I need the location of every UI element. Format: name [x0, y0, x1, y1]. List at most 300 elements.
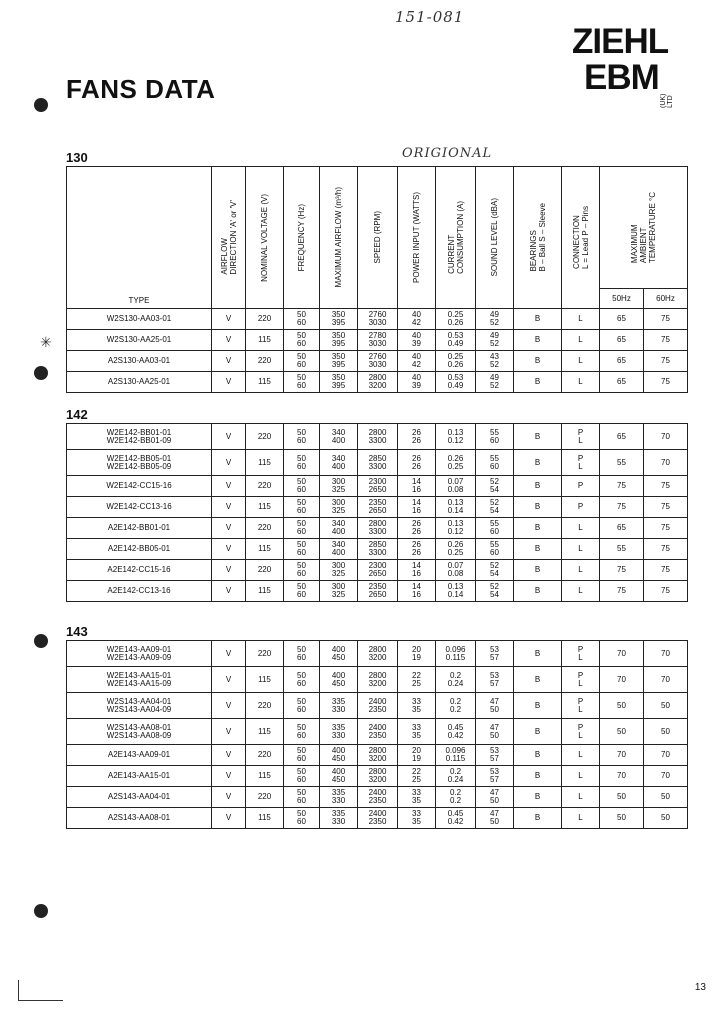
cell-frequency: 50 60: [284, 497, 320, 518]
cell-frequency: 50 60: [284, 560, 320, 581]
cell-power: 20 19: [398, 745, 436, 766]
header-50hz: 50Hz: [600, 289, 644, 309]
cell-voltage: 115: [246, 497, 284, 518]
header-connection-label: CONNECTION L = Lead P – Pins: [571, 206, 590, 269]
table-row: [67, 667, 688, 693]
cell-bearing: B: [514, 539, 562, 560]
cell-power: 40 42: [398, 309, 436, 330]
cell-power: 22 25: [398, 766, 436, 787]
cell-sound: 52 54: [476, 581, 514, 602]
cell-power: 33 35: [398, 719, 436, 745]
cell-temp-50hz: 65: [600, 518, 644, 539]
cell-current: 0.13 0.14: [436, 581, 476, 602]
cell-temp-60hz: 75: [644, 560, 688, 581]
punch-hole-icon: [34, 634, 48, 648]
handwritten-original-note: ORIGIONAL: [402, 146, 493, 161]
cell-frequency: 50 60: [284, 476, 320, 497]
cell-frequency: 50 60: [284, 330, 320, 351]
cell-type: W2S143-AA08-01 W2S143-AA08-09: [67, 719, 212, 745]
cell-bearing: B: [514, 766, 562, 787]
header-voltage-label: NOMINAL VOLTAGE (V): [260, 193, 269, 282]
cell-temp-60hz: 70: [644, 424, 688, 450]
cell-speed: 2400 2350: [358, 808, 398, 829]
cell-power: 14 16: [398, 497, 436, 518]
cell-speed: 2850 3300: [358, 450, 398, 476]
cell-voltage: 220: [246, 424, 284, 450]
table-body: [67, 309, 688, 393]
cell-bearing: B: [514, 450, 562, 476]
cell-frequency: 50 60: [284, 351, 320, 372]
header-row: [67, 167, 688, 289]
header-airflow-direction-label: AIRFLOW DIRECTION 'A' or 'V': [219, 200, 238, 275]
cell-speed: 2760 3030: [358, 351, 398, 372]
cell-temp-50hz: 70: [600, 641, 644, 667]
cell-temp-60hz: 75: [644, 476, 688, 497]
cell-type: A2E142-CC15-16: [67, 560, 212, 581]
cell-temp-60hz: 75: [644, 309, 688, 330]
cell-bearing: B: [514, 372, 562, 393]
cell-current: 0.2 0.24: [436, 766, 476, 787]
cell-direction: V: [212, 330, 246, 351]
cell-current: 0.53 0.49: [436, 372, 476, 393]
table-row: [67, 518, 688, 539]
cell-temp-50hz: 50: [600, 719, 644, 745]
cell-airflow: 340 400: [320, 539, 358, 560]
cell-temp-60hz: 50: [644, 693, 688, 719]
cell-power: 40 42: [398, 351, 436, 372]
cell-connection: P: [562, 476, 600, 497]
cell-connection: L: [562, 560, 600, 581]
cell-speed: 2350 2650: [358, 581, 398, 602]
cell-direction: V: [212, 641, 246, 667]
cell-connection: L: [562, 808, 600, 829]
cell-direction: V: [212, 476, 246, 497]
table-row: [67, 450, 688, 476]
cell-bearing: B: [514, 476, 562, 497]
cell-temp-50hz: 75: [600, 497, 644, 518]
header-speed-label: SPEED (RPM): [373, 211, 382, 264]
cell-connection: P L: [562, 667, 600, 693]
cell-sound: 53 57: [476, 745, 514, 766]
cell-sound: 55 60: [476, 539, 514, 560]
cell-voltage: 220: [246, 787, 284, 808]
table-row: [67, 539, 688, 560]
cell-temp-50hz: 70: [600, 745, 644, 766]
cell-current: 0.13 0.12: [436, 518, 476, 539]
cell-power: 14 16: [398, 560, 436, 581]
cell-speed: 2800 3300: [358, 518, 398, 539]
cell-frequency: 50 60: [284, 808, 320, 829]
cell-airflow: 300 325: [320, 560, 358, 581]
cell-direction: V: [212, 497, 246, 518]
cell-temp-60hz: 70: [644, 745, 688, 766]
cell-sound: 53 57: [476, 766, 514, 787]
header-max-airflow-label: MAXIMUM AIRFLOW (m³/h): [334, 187, 343, 288]
header-connection: [562, 167, 600, 309]
cell-type: W2E142-BB01-01 W2E142-BB01-09: [67, 424, 212, 450]
asterisk-mark-icon: ✳: [40, 334, 52, 350]
cell-voltage: 115: [246, 372, 284, 393]
cell-voltage: 220: [246, 745, 284, 766]
cell-voltage: 220: [246, 351, 284, 372]
cell-connection: P L: [562, 719, 600, 745]
cell-current: 0.45 0.42: [436, 719, 476, 745]
cell-type: W2S130-AA03-01: [67, 309, 212, 330]
cell-power: 40 39: [398, 372, 436, 393]
table-row: [67, 424, 688, 450]
table-row: [67, 330, 688, 351]
cell-direction: V: [212, 518, 246, 539]
cell-frequency: 50 60: [284, 667, 320, 693]
logo-line-3: (UK) LTD: [660, 93, 674, 108]
cell-bearing: B: [514, 641, 562, 667]
fan-table-130: [66, 166, 688, 393]
cell-bearing: B: [514, 424, 562, 450]
cell-frequency: 50 60: [284, 719, 320, 745]
cell-airflow: 340 400: [320, 518, 358, 539]
cell-connection: L: [562, 351, 600, 372]
table-row: [67, 766, 688, 787]
cell-temp-60hz: 75: [644, 539, 688, 560]
cell-type: A2S143-AA08-01: [67, 808, 212, 829]
header-power-label: POWER INPUT (WATTS): [412, 192, 421, 283]
cell-frequency: 50 60: [284, 581, 320, 602]
cell-bearing: B: [514, 667, 562, 693]
cell-frequency: 50 60: [284, 539, 320, 560]
cell-current: 0.53 0.49: [436, 330, 476, 351]
cell-speed: 2800 3200: [358, 372, 398, 393]
cell-temp-60hz: 75: [644, 351, 688, 372]
cell-type: A2E142-BB01-01: [67, 518, 212, 539]
cell-temp-50hz: 75: [600, 476, 644, 497]
table-row: [67, 745, 688, 766]
cell-direction: V: [212, 539, 246, 560]
cell-sound: 43 52: [476, 351, 514, 372]
fan-table-142: [66, 423, 688, 602]
cell-frequency: 50 60: [284, 641, 320, 667]
cell-voltage: 115: [246, 330, 284, 351]
cell-voltage: 220: [246, 476, 284, 497]
cell-direction: V: [212, 808, 246, 829]
table-row: [67, 351, 688, 372]
cell-type: W2S143-AA04-01 W2S143-AA04-09: [67, 693, 212, 719]
cell-connection: P: [562, 497, 600, 518]
cell-temp-60hz: 75: [644, 518, 688, 539]
cell-speed: 2850 3300: [358, 539, 398, 560]
header-temperature: [600, 167, 688, 289]
brand-logo: [572, 24, 684, 108]
cell-direction: V: [212, 351, 246, 372]
cell-frequency: 50 60: [284, 309, 320, 330]
cell-bearing: B: [514, 581, 562, 602]
cell-temp-50hz: 65: [600, 372, 644, 393]
cell-temp-60hz: 75: [644, 581, 688, 602]
table-row: [67, 497, 688, 518]
cell-speed: 2780 3030: [358, 330, 398, 351]
cell-connection: L: [562, 518, 600, 539]
cell-temp-60hz: 70: [644, 667, 688, 693]
cell-speed: 2800 3200: [358, 766, 398, 787]
cell-sound: 49 52: [476, 372, 514, 393]
cell-sound: 55 60: [476, 424, 514, 450]
header-60hz: 60Hz: [644, 289, 688, 309]
cell-type: A2E143-AA15-01: [67, 766, 212, 787]
cell-sound: 49 52: [476, 330, 514, 351]
cell-temp-50hz: 55: [600, 539, 644, 560]
header-type: TYPE: [67, 167, 212, 309]
cell-voltage: 115: [246, 808, 284, 829]
table-row: [67, 693, 688, 719]
cell-voltage: 220: [246, 641, 284, 667]
cell-connection: L: [562, 745, 600, 766]
cell-speed: 2800 3200: [358, 745, 398, 766]
cell-frequency: 50 60: [284, 693, 320, 719]
handwritten-note: 151-081: [395, 8, 465, 26]
cell-frequency: 50 60: [284, 766, 320, 787]
cell-connection: L: [562, 581, 600, 602]
cell-voltage: 220: [246, 693, 284, 719]
cell-bearing: B: [514, 518, 562, 539]
cell-connection: L: [562, 309, 600, 330]
cell-sound: 53 57: [476, 641, 514, 667]
section-label-142: 142: [66, 407, 88, 422]
cell-airflow: 400 450: [320, 766, 358, 787]
cell-current: 0.096 0.115: [436, 641, 476, 667]
cell-airflow: 400 450: [320, 745, 358, 766]
cell-temp-50hz: 65: [600, 309, 644, 330]
cell-power: 33 35: [398, 808, 436, 829]
cell-type: W2S130-AA25-01: [67, 330, 212, 351]
cell-speed: 2300 2650: [358, 476, 398, 497]
punch-hole-icon: [34, 98, 48, 112]
cell-airflow: 400 450: [320, 667, 358, 693]
cell-temp-50hz: 75: [600, 560, 644, 581]
margin-mark: [18, 980, 63, 1001]
cell-temp-60hz: 70: [644, 766, 688, 787]
cell-speed: 2400 2350: [358, 787, 398, 808]
cell-sound: 49 52: [476, 309, 514, 330]
cell-airflow: 340 400: [320, 450, 358, 476]
cell-connection: L: [562, 766, 600, 787]
cell-power: 14 16: [398, 476, 436, 497]
cell-voltage: 115: [246, 450, 284, 476]
cell-voltage: 115: [246, 539, 284, 560]
cell-type: W2E142-CC13-16: [67, 497, 212, 518]
cell-frequency: 50 60: [284, 372, 320, 393]
cell-type: A2S130-AA03-01: [67, 351, 212, 372]
header-sound: [476, 167, 514, 309]
cell-type: W2E142-BB05-01 W2E142-BB05-09: [67, 450, 212, 476]
cell-temp-50hz: 65: [600, 424, 644, 450]
table-row: [67, 719, 688, 745]
cell-current: 0.096 0.115: [436, 745, 476, 766]
cell-bearing: B: [514, 693, 562, 719]
cell-sound: 55 60: [476, 450, 514, 476]
cell-temp-50hz: 55: [600, 450, 644, 476]
cell-bearing: B: [514, 787, 562, 808]
cell-temp-60hz: 75: [644, 330, 688, 351]
cell-type: A2S143-AA04-01: [67, 787, 212, 808]
cell-temp-60hz: 50: [644, 719, 688, 745]
cell-temp-60hz: 70: [644, 641, 688, 667]
cell-bearing: B: [514, 745, 562, 766]
cell-airflow: 350 395: [320, 309, 358, 330]
table-row: [67, 787, 688, 808]
cell-bearing: B: [514, 330, 562, 351]
cell-current: 0.2 0.24: [436, 667, 476, 693]
cell-connection: L: [562, 330, 600, 351]
header-temperature-label: MAXIMUM AMBIENT TEMPERATURE °C: [630, 191, 657, 264]
cell-type: A2E142-CC13-16: [67, 581, 212, 602]
cell-speed: 2760 3030: [358, 309, 398, 330]
cell-temp-60hz: 70: [644, 450, 688, 476]
cell-voltage: 220: [246, 309, 284, 330]
header-speed: [358, 167, 398, 309]
cell-current: 0.2 0.2: [436, 693, 476, 719]
cell-power: 26 26: [398, 424, 436, 450]
cell-connection: P L: [562, 450, 600, 476]
cell-airflow: 335 330: [320, 808, 358, 829]
cell-airflow: 350 395: [320, 351, 358, 372]
cell-power: 26 26: [398, 518, 436, 539]
header-bearings: [514, 167, 562, 309]
table-body: [67, 424, 688, 602]
page-title: FANS DATA: [66, 74, 216, 104]
cell-connection: P L: [562, 641, 600, 667]
table-row: [67, 581, 688, 602]
cell-airflow: 300 325: [320, 581, 358, 602]
cell-direction: V: [212, 309, 246, 330]
header-bearings-label: BEARINGS B – Ball S – Sleeve: [528, 203, 547, 272]
cell-direction: V: [212, 372, 246, 393]
cell-temp-60hz: 75: [644, 372, 688, 393]
cell-frequency: 50 60: [284, 424, 320, 450]
cell-temp-50hz: 50: [600, 693, 644, 719]
cell-speed: 2800 3200: [358, 641, 398, 667]
cell-direction: V: [212, 693, 246, 719]
cell-current: 0.07 0.08: [436, 560, 476, 581]
header-airflow-direction: [212, 167, 246, 309]
cell-airflow: 335 330: [320, 693, 358, 719]
table-body: [67, 641, 688, 829]
cell-temp-50hz: 70: [600, 766, 644, 787]
cell-speed: 2400 2350: [358, 693, 398, 719]
cell-sound: 52 54: [476, 476, 514, 497]
cell-airflow: 300 325: [320, 497, 358, 518]
cell-airflow: 350 395: [320, 330, 358, 351]
cell-connection: P L: [562, 424, 600, 450]
header-frequency: [284, 167, 320, 309]
cell-voltage: 115: [246, 766, 284, 787]
table-row: [67, 560, 688, 581]
fan-table-143: [66, 640, 688, 829]
cell-direction: V: [212, 424, 246, 450]
cell-current: 0.45 0.42: [436, 808, 476, 829]
header-sound-label: SOUND LEVEL (dBA): [490, 198, 499, 277]
cell-direction: V: [212, 787, 246, 808]
cell-temp-50hz: 65: [600, 330, 644, 351]
cell-power: 33 35: [398, 693, 436, 719]
cell-airflow: 400 450: [320, 641, 358, 667]
cell-sound: 53 57: [476, 667, 514, 693]
cell-sound: 52 54: [476, 497, 514, 518]
cell-sound: 47 50: [476, 719, 514, 745]
cell-direction: V: [212, 766, 246, 787]
punch-hole-icon: [34, 366, 48, 380]
punch-hole-icon: [34, 904, 48, 918]
cell-sound: 47 50: [476, 787, 514, 808]
header-voltage: [246, 167, 284, 309]
cell-current: 0.13 0.12: [436, 424, 476, 450]
cell-sound: 52 54: [476, 560, 514, 581]
cell-sound: 47 50: [476, 693, 514, 719]
cell-type: A2E142-BB05-01: [67, 539, 212, 560]
cell-airflow: 350 395: [320, 372, 358, 393]
cell-airflow: 300 325: [320, 476, 358, 497]
cell-type: W2E142-CC15-16: [67, 476, 212, 497]
cell-power: 14 16: [398, 581, 436, 602]
cell-bearing: B: [514, 309, 562, 330]
cell-bearing: B: [514, 351, 562, 372]
cell-type: W2E143-AA15-01 W2E143-AA15-09: [67, 667, 212, 693]
cell-speed: 2350 2650: [358, 497, 398, 518]
cell-current: 0.26 0.25: [436, 539, 476, 560]
header-power: [398, 167, 436, 309]
cell-direction: V: [212, 719, 246, 745]
cell-temp-60hz: 50: [644, 787, 688, 808]
cell-power: 40 39: [398, 330, 436, 351]
cell-direction: V: [212, 745, 246, 766]
cell-temp-50hz: 50: [600, 787, 644, 808]
cell-sound: 55 60: [476, 518, 514, 539]
cell-bearing: B: [514, 719, 562, 745]
cell-current: 0.2 0.2: [436, 787, 476, 808]
cell-bearing: B: [514, 560, 562, 581]
cell-connection: L: [562, 787, 600, 808]
cell-airflow: 335 330: [320, 787, 358, 808]
cell-frequency: 50 60: [284, 518, 320, 539]
cell-type: W2E143-AA09-01 W2E143-AA09-09: [67, 641, 212, 667]
cell-connection: L: [562, 372, 600, 393]
cell-power: 26 26: [398, 450, 436, 476]
cell-bearing: B: [514, 808, 562, 829]
cell-airflow: 340 400: [320, 424, 358, 450]
cell-bearing: B: [514, 497, 562, 518]
cell-power: 26 26: [398, 539, 436, 560]
cell-current: 0.07 0.08: [436, 476, 476, 497]
cell-voltage: 220: [246, 518, 284, 539]
cell-speed: 2300 2650: [358, 560, 398, 581]
cell-temp-50hz: 70: [600, 667, 644, 693]
cell-frequency: 50 60: [284, 745, 320, 766]
cell-connection: P L: [562, 693, 600, 719]
cell-current: 0.25 0.26: [436, 351, 476, 372]
header-current: [436, 167, 476, 309]
cell-sound: 47 50: [476, 808, 514, 829]
cell-voltage: 220: [246, 560, 284, 581]
cell-connection: L: [562, 539, 600, 560]
cell-current: 0.26 0.25: [436, 450, 476, 476]
cell-speed: 2400 2350: [358, 719, 398, 745]
cell-speed: 2800 3200: [358, 667, 398, 693]
cell-power: 33 35: [398, 787, 436, 808]
cell-direction: V: [212, 450, 246, 476]
section-label-143: 143: [66, 624, 88, 639]
cell-voltage: 115: [246, 581, 284, 602]
cell-airflow: 335 330: [320, 719, 358, 745]
cell-temp-60hz: 50: [644, 808, 688, 829]
cell-power: 22 25: [398, 667, 436, 693]
